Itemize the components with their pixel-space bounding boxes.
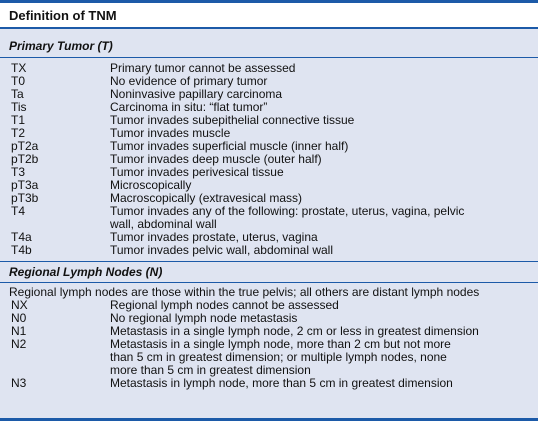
stage-description: Macroscopically (extravesical mass) <box>110 191 303 205</box>
stage-code: TX <box>11 61 27 75</box>
stage-description: Microscopically <box>110 178 192 192</box>
stage-code: pT3b <box>11 191 39 205</box>
stage-description: Tumor invades muscle <box>110 126 231 140</box>
section-divider <box>0 282 538 283</box>
stage-code: pT2b <box>11 152 39 166</box>
stage-code: N2 <box>11 337 27 351</box>
stage-description <box>110 338 530 377</box>
stage-description: Metastasis in lymph node, more than 5 cm in greatest dimension <box>110 376 453 390</box>
stage-code: T0 <box>11 74 26 88</box>
stage-description: Tumor invades superficial muscle (inner half) <box>110 139 349 153</box>
lymph-nodes-heading: Regional Lymph Nodes (N) <box>9 265 163 279</box>
stage-code: Tis <box>11 100 27 114</box>
description-line: Metastasis in a single lymph node, more than 2 cm but not more <box>110 337 451 351</box>
stage-description: Tumor invades perivesical tissue <box>110 165 284 179</box>
description-line: more than 5 cm in greatest dimension <box>110 363 311 377</box>
description-line: Tumor invades any of the following: prostate, uterus, vagina, pelvic <box>110 204 465 218</box>
stage-code: N1 <box>11 324 27 338</box>
stage-description: Metastasis in a single lymph node, 2 cm or less in greatest dimension <box>110 324 479 338</box>
stage-code: pT3a <box>11 178 39 192</box>
stage-description: Regional lymph nodes cannot be assessed <box>110 298 339 312</box>
stage-code: N3 <box>11 376 27 390</box>
description-line: wall, abdominal wall <box>110 217 217 231</box>
stage-code: pT2a <box>11 139 39 153</box>
stage-code: T4 <box>11 204 26 218</box>
primary-tumor-heading: Primary Tumor (T) <box>9 39 113 53</box>
stage-code: T1 <box>11 113 26 127</box>
stage-description: Noninvasive papillary carcinoma <box>110 87 283 101</box>
stage-description: Tumor invades deep muscle (outer half) <box>110 152 322 166</box>
section-divider <box>0 261 538 262</box>
stage-description: Tumor invades prostate, uterus, vagina <box>110 230 318 244</box>
table-body <box>0 29 538 418</box>
stage-code: Ta <box>11 87 24 101</box>
stage-description <box>110 205 530 231</box>
description-line: than 5 cm in greatest dimension; or multiple lymph nodes, none <box>110 350 447 364</box>
stage-code: T2 <box>11 126 26 140</box>
stage-code: NX <box>11 298 28 312</box>
stage-description: Primary tumor cannot be assessed <box>110 61 296 75</box>
stage-code: T4a <box>11 230 32 244</box>
stage-description: Carcinoma in situ: “flat tumor” <box>110 100 268 114</box>
section-divider <box>0 57 538 58</box>
stage-code: T3 <box>11 165 26 179</box>
lymph-nodes-intro: Regional lymph nodes are those within the true pelvis; all others are distant lymph nodes <box>9 285 480 299</box>
stage-description: Tumor invades subepithelial connective tissue <box>110 113 355 127</box>
table-title: Definition of TNM <box>0 3 538 29</box>
stage-code: T4b <box>11 243 32 257</box>
stage-description: No evidence of primary tumor <box>110 74 268 88</box>
stage-code: N0 <box>11 311 27 325</box>
stage-description: No regional lymph node metastasis <box>110 311 298 325</box>
stage-description: Tumor invades pelvic wall, abdominal wall <box>110 243 333 257</box>
